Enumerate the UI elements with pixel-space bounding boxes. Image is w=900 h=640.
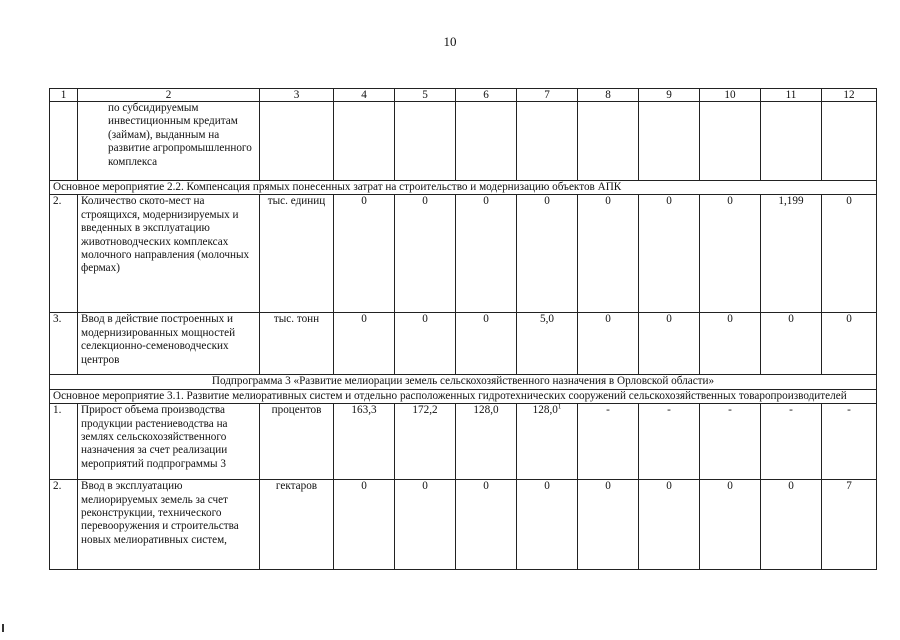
column-header: 8 <box>578 89 639 102</box>
value-cell: 0 <box>456 195 517 313</box>
unit-cell: тыс. единиц <box>260 195 334 313</box>
scan-margin-mark <box>2 624 4 632</box>
value-cell: 0 <box>578 195 639 313</box>
value-cell: 0 <box>761 480 822 570</box>
column-header: 6 <box>456 89 517 102</box>
value-cell: 0 <box>334 195 395 313</box>
value-cell: - <box>761 404 822 480</box>
table-row <box>50 195 877 313</box>
column-header: 10 <box>700 89 761 102</box>
column-number-row <box>50 89 877 102</box>
section-title-3-1: Основное мероприятие 3.1. Развитие мелиоративных систем и отдельно расположенных гидротехнических сооружений сельскохозяйственных товаропроизводителей <box>50 389 877 403</box>
unit-cell: процентов <box>260 404 334 480</box>
indicator-name: Прирост объема производства продукции растениеводства на землях сельскохозяйственного назначения за счет реализации мероприятий подпрограммы 3 <box>78 404 260 480</box>
indicator-name: Ввод в эксплуатацию мелиорируемых земель за счет реконструкции, технического перевооружения и строительства новых мелиоративных систем, <box>78 480 260 570</box>
value-cell: 0 <box>334 313 395 375</box>
value-cell: 0 <box>700 195 761 313</box>
section-row <box>50 181 877 195</box>
row-number: 2. <box>50 195 78 313</box>
value-cell: - <box>639 404 700 480</box>
value-cell: 0 <box>822 313 877 375</box>
row-number: 2. <box>50 480 78 570</box>
column-header: 3 <box>260 89 334 102</box>
section-row <box>50 375 877 389</box>
row-number: 1. <box>50 404 78 480</box>
indicator-name: Ввод в действие построенных и модернизированных мощностей селекционно-семеноводческих центров <box>78 313 260 375</box>
value-cell: 0 <box>395 313 456 375</box>
column-header: 1 <box>50 89 78 102</box>
value-cell: 0 <box>822 195 877 313</box>
value-cell: 0 <box>578 313 639 375</box>
value-cell: 1,199 <box>761 195 822 313</box>
value-cell: 0 <box>700 480 761 570</box>
value-cell: 0 <box>334 480 395 570</box>
value-cell: 0 <box>517 480 578 570</box>
row-number-cell <box>50 102 78 181</box>
indicator-name: по субсидируемым инвестиционным кредитам (займам), выданным на развитие агропромышленного комплекса <box>78 102 260 181</box>
unit-cell: гектаров <box>260 480 334 570</box>
value-cell: 0 <box>639 313 700 375</box>
value-cell: 0 <box>395 480 456 570</box>
page-number: 10 <box>443 34 457 49</box>
row-number: 3. <box>50 313 78 375</box>
value-cell: 0 <box>639 195 700 313</box>
value-cell: - <box>700 404 761 480</box>
value-cell: 0 <box>517 195 578 313</box>
value-cell: 7 <box>822 480 877 570</box>
column-header: 7 <box>517 89 578 102</box>
value-cell: 0 <box>395 195 456 313</box>
value-cell: 128,0 <box>456 404 517 480</box>
subprogram-title-3: Подпрограмма 3 «Развитие мелиорации земель сельскохозяйственного назначения в Орловской области» <box>50 375 877 389</box>
value-cell: 0 <box>761 313 822 375</box>
value-cell: 5,0 <box>517 313 578 375</box>
value-cell-footnoted <box>517 404 578 480</box>
indicators-table <box>49 88 877 570</box>
value-cell: 0 <box>578 480 639 570</box>
table-row <box>50 102 877 181</box>
value-text: 128,0 <box>532 404 558 417</box>
value-cell: 172,2 <box>395 404 456 480</box>
table-row <box>50 480 877 570</box>
value-cell: - <box>822 404 877 480</box>
section-title-2-2: Основное мероприятие 2.2. Компенсация прямых понесенных затрат на строительство и модернизацию объектов АПК <box>50 181 877 195</box>
footnote-mark: 1 <box>557 403 562 411</box>
section-row <box>50 389 877 403</box>
column-header: 2 <box>78 89 260 102</box>
value-cell: - <box>578 404 639 480</box>
column-header: 11 <box>761 89 822 102</box>
value-cell: 0 <box>700 313 761 375</box>
column-header: 12 <box>822 89 877 102</box>
table-row <box>50 404 877 480</box>
value-cell: 0 <box>639 480 700 570</box>
value-cell: 163,3 <box>334 404 395 480</box>
unit-cell: тыс. тонн <box>260 313 334 375</box>
column-header: 9 <box>639 89 700 102</box>
table-row <box>50 313 877 375</box>
value-cell: 0 <box>456 313 517 375</box>
column-header: 4 <box>334 89 395 102</box>
column-header: 5 <box>395 89 456 102</box>
indicator-name: Количество ското-мест на строящихся, модернизируемых и введенных в эксплуатацию животноводческих комплексах молочного направления (молочных фермах) <box>78 195 260 313</box>
value-cell: 0 <box>456 480 517 570</box>
